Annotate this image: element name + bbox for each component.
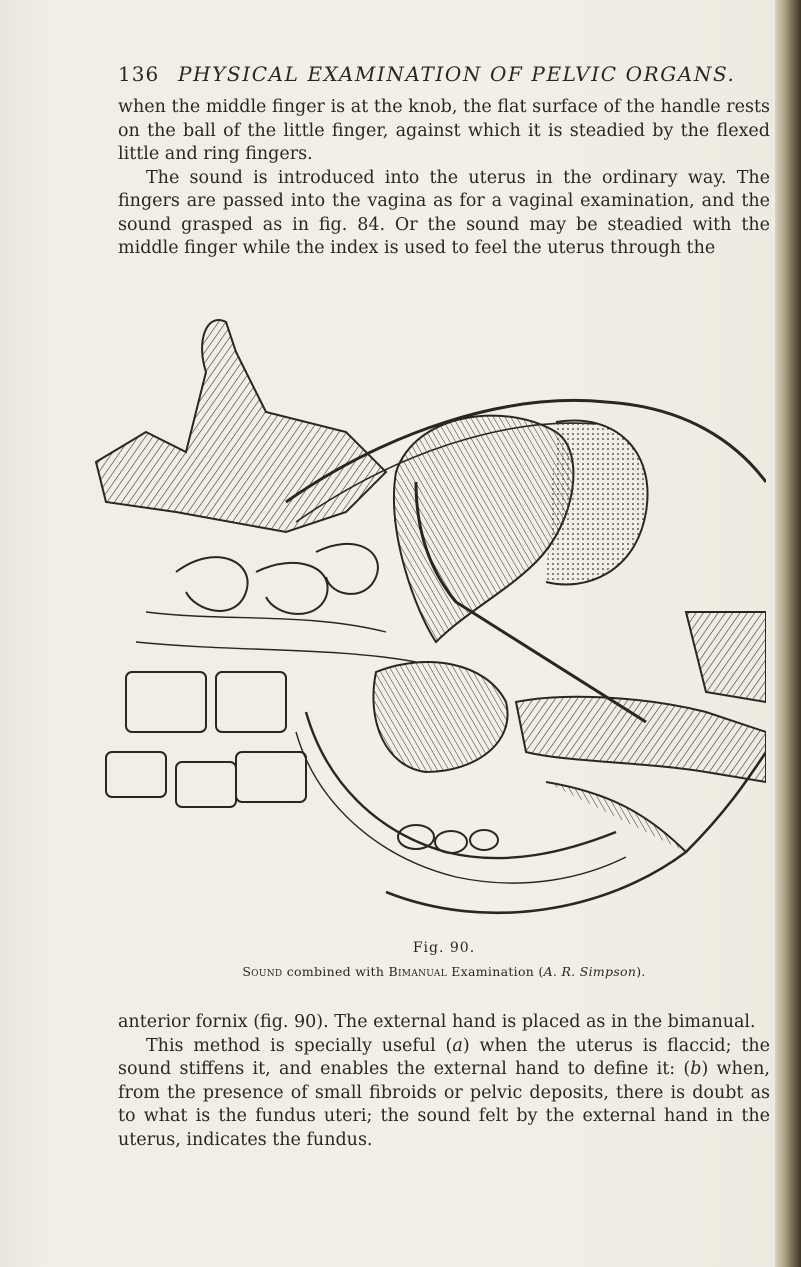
text-segment: ) when the uterus is flaccid; the sound stiffens it, and enables the external hand to define it: ( xyxy=(118,1035,770,1079)
running-title: PHYSICAL EXAMINATION OF PELVIC ORGANS. xyxy=(178,62,736,86)
caption-combined-with: combined with xyxy=(282,964,389,979)
list-marker-a: a xyxy=(452,1035,463,1056)
figure-label: Fig. 90. xyxy=(412,940,476,956)
caption-bimanual: Bimanual xyxy=(388,964,447,979)
list-marker-b: b xyxy=(690,1059,702,1079)
paragraph-method-usefulness xyxy=(118,1035,770,1153)
text-segment: ) when, from the presence of small fibroids or pelvic deposits, there is doubt as to what is the fundus uteri; the sound felt by the external hand in the uterus, indicates the fundus. xyxy=(118,1059,770,1150)
page-number: 136 xyxy=(118,62,160,86)
figure-caption xyxy=(118,964,770,979)
paragraph-sound-introduction: The sound is introduced into the uterus in the ordinary way. The fingers are passed into the vagina as for a vaginal examination, and the sound grasped as in fig. 84. Or the sound may be steadied with the middle finger while the index is used to feel the uterus through the xyxy=(118,167,770,258)
caption-author: A. R. Simpson xyxy=(543,964,637,979)
caption-sound: Sound xyxy=(242,964,283,979)
page-binding-edge xyxy=(775,0,801,1267)
page-header xyxy=(118,62,758,92)
paragraph-continuation: when the middle finger is at the knob, the flat surface of the handle rests on the ball of the little finger, against which it is steadied by the flexed little and ring fingers. xyxy=(118,97,770,164)
body-text-bottom xyxy=(118,1011,770,1152)
caption-examination: Examination ( xyxy=(446,964,544,979)
caption-close: ). xyxy=(636,964,646,979)
text-segment: This method is specially useful ( xyxy=(146,1035,453,1056)
anatomical-illustration xyxy=(86,312,766,932)
body-text-top xyxy=(118,96,770,261)
paragraph-anterior-fornix: anterior fornix (fig. 90). The external hand is placed as in the bimanual. xyxy=(118,1012,756,1032)
